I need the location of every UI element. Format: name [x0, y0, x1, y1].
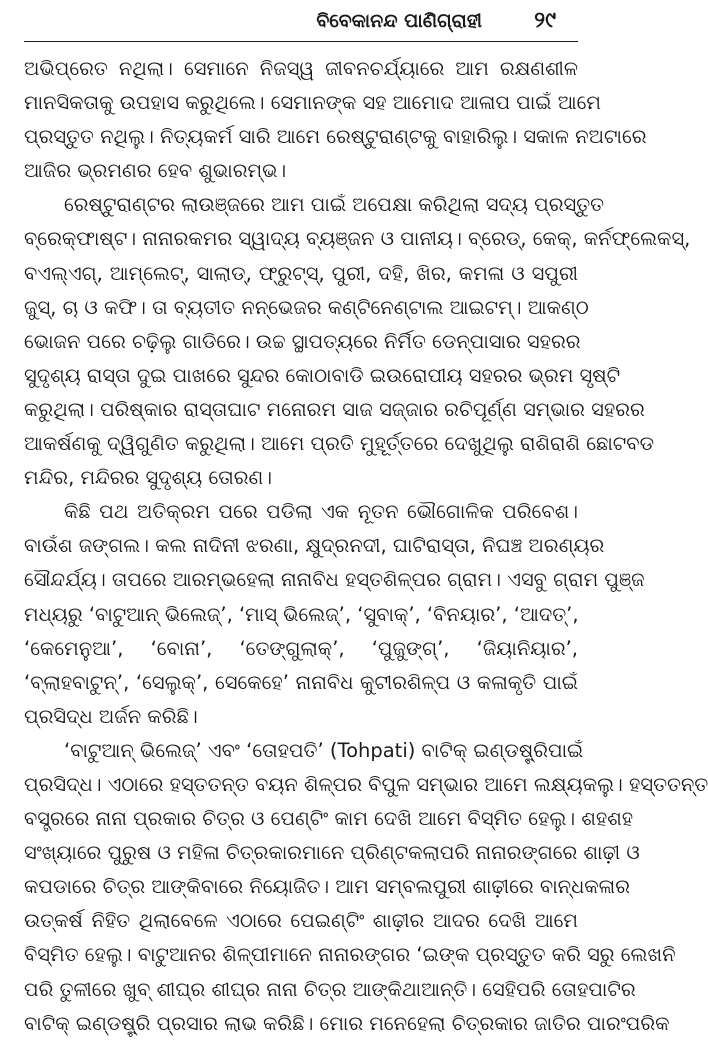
text-line: ପ୍ରସ୍ତୁତ ନଥିଲୁ। ନିତ୍ୟକର୍ମ ସାରି ଆମେ ରେଷ୍ଟୁରାଣ୍ଟକୁ ବାହାରିଲୁ। ସକାଳ ନଅଟାରେ — [24, 125, 647, 149]
text-line: ସୌନ୍ଦର୍ଯ୍ୟ। ତାପରେ ଆରମ୍ଭହେଲା ନାନାବିଧ ହସ୍ତଶିଳ୍ପର ଗ୍ରାମ। ଏସବୁ ଗ୍ରାମ ପୁଞ୍ଜ — [24, 568, 645, 592]
text-line: ‘ବ୍ଲାହବାଟୁନ୍’, ‘ସେଲୁକ୍’, ସେକେହେ’ ନାନାବିଧ କୁଟୀରଶିଳ୍ପ ଓ କଳାକୃତି ପାଇଁ — [24, 670, 578, 694]
text-line: ସୁଦୃଶ୍ୟ ରାସ୍ତା ଦୁଇ ପାଖରେ ସୁନ୍ଦର କୋଠାବାଡି ଇଉରୋପୀୟ ସହରର ଭ୍ରମ ସୃଷ୍ଟି — [24, 363, 621, 387]
paragraph — [24, 734, 708, 1041]
running-header — [24, 4, 578, 42]
paragraph — [24, 188, 691, 495]
text-line: ବସ୍ତ୍ରରେ ନାନା ପ୍ରକାର ଚିତ୍ର ଓ ପେଣ୍ଟିଂ କାମ ଦେଖି ଆମେ ବିସ୍ମିତ ହେଲୁ। ଶହଶହ — [24, 807, 634, 831]
text-line: ମାନସିକତାକୁ ଉପହାସ କରୁଥିଲେ। ସେମାନଙ୍କ ସହ ଆମୋଦ ଆଳାପ ପାଇଁ ଆମେ — [24, 91, 601, 115]
text-line: କିଛି ପଥ ଅତିକ୍ରମ ପରେ ପଡିଲା ଏକ ନୂତନ ଭୌଗୋଳିକ ପରିବେଶ। — [64, 500, 578, 524]
page-number: ୨୯ — [534, 8, 556, 33]
body-text — [24, 52, 708, 1041]
text-line: କପଡାରେ ଚିତ୍ର ଆଙ୍କିବାରେ ନିୟୋଜିତ। ଆମ ସମ୍ବଲପୁରୀ ଶାଢ଼ୀରେ ବାନ୍ଧକଳାର — [24, 875, 631, 899]
text-line: ‘କେମେନୁଆ’, ‘ବୋନା’, ‘ତେଙ୍ଗୁଲାକ୍’, ‘ପୁଜୁଙ୍ଗ୍’, ‘ଜିୟାନିୟାର’, — [24, 636, 578, 660]
text-line: ଆଜିର ଭ୍ରମଣର ହେବ ଶୁଭାରମ୍ଭ। — [24, 159, 287, 183]
text-line: ଆକର୍ଷଣକୁ ଦ୍ୱିଗୁଣିତ କରୁଥିଲା। ଆମେ ପ୍ରତି ମୁହୂର୍ତ୍ତରେ ଦେଖୁଥିଲୁ ରାଶିରାଶି ଛୋଟବଡ — [24, 432, 655, 456]
text-line: ମନ୍ଦିର, ମନ୍ଦିରର ସୁଦୃଶ୍ୟ ତୋରଣ। — [24, 466, 273, 490]
header-rule — [24, 41, 578, 42]
text-line: ଭୋଜନ ପରେ ଚଢ଼ିଲୁ ଗାଡିରେ। ଉଚ୍ଚ ସ୍ଥାପତ୍ୟରେ ନିର୍ମିତ ଡେନ୍‌ପାସାର ସହରର — [24, 329, 581, 353]
text-line: ପ୍ରସିଦ୍ଧ ଅର୍ଜନ କରିଛି। — [24, 704, 198, 728]
text-line: ବ୍ରେକ୍‌ଫାଷ୍ଟ। ନାନାରକମର ସ୍ୱାଦ୍ୟ ବ୍ୟଞ୍ଜନ ଓ ପାନୀୟ। ବ୍ରେଡ୍‌, କେକ୍‌, କର୍ନଫ୍ଲେକସ୍‌, — [24, 227, 691, 251]
text-line: ପରି ତୁଳୀରେ ଖୁବ୍ ଶୀଘ୍ର ଶୀଘ୍ର ନାନା ଚିତ୍ର ଆଙ୍କିଥାଆନ୍ତି। ସେହିପରି ତୋହପାଟିର — [24, 977, 636, 1001]
text-line: ବାଉଁଶ ଜଙ୍ଗଲ। କଲ ନାଦିନୀ ଝରଣା, କ୍ଷୁଦ୍ରନଦୀ, ଘାଟିରାସ୍ତା, ନିଘଞ୍ଚ ଅରଣ୍ୟର — [24, 534, 605, 558]
text-line: ଅଭିପ୍ରେତ ନଥିଲା। ସେମାନେ ନିଜସ୍ୱ ଜୀବନଚର୍ଯ୍ୟାରେ ଆମ ରକ୍ଷଣଶୀଳ — [24, 57, 578, 80]
text-line: ବଏଲ୍‌ଏଗ୍‌, ଆମ୍‌ଲେଟ୍‌, ସାଲାଡ୍‌, ଫ୍ରୁଟ୍‌ସ୍‌, ପୁରୀ, ଦହି, ଖିର, କମଳା ଓ ସପୁରୀ — [24, 261, 578, 285]
text-line: ମଧ୍ୟରୁ ‘ବାଟୁଆନ୍ ଭିଲେଜ୍’, ‘ମାସ୍ ଭିଲେଜ୍’, ‘ସୁବାକ୍’, ‘ବିନୟାର’, ‘ଆଦତ୍’, — [24, 602, 579, 626]
text-line: ପ୍ରସିଦ୍ଧ। ଏଠାରେ ହସ୍ତତନ୍ତ ବୟନ ଶିଳ୍ପର ବିପୁଳ ସମ୍ଭାର ଆମେ ଲକ୍ଷ୍ୟକଲୁ। ହସ୍ତତନ୍ତ — [24, 772, 708, 796]
text-line: ‘ବାଟୁଆନ୍ ଭିଲେଜ୍’ ଏବଂ ‘ତୋହପତି’ (Tohpati) ବାଟିକ୍ ଇଣ୍ଡଷ୍ଟ୍ରିପାଇଁ — [64, 738, 584, 762]
paragraph — [24, 52, 647, 188]
text-line: କରୁଥିଲା। ପରିଷ୍କାର ରାସ୍ତାଘାଟ ମନୋରମ ସାଜ ସଜ୍ଜାର ରଚିପୂର୍ଣ୍ଣ ସମ୍ଭାର ସହରର — [24, 397, 645, 421]
text-line: ଜୁସ୍‌, ଚା ଓ କଫି। ତା ବ୍ୟତୀତ ନନ୍‌ଭେଜର କଣ୍ଟିନେଣ୍ଟାଲ ଆଇଟମ୍‌। ଆକଣ୍ଠ — [24, 295, 589, 319]
header-author-title: ବିବେକାନନ୍ଦ ପାଣିଗ୍ରାହୀ — [316, 10, 482, 32]
paragraph — [24, 495, 645, 734]
text-line: ବାଟିକ୍ ଇଣ୍ଡଷ୍ଟ୍ରି ପ୍ରସାର ଲାଭ କରିଛି। ମୋର ମନେହେଲା ଚିତ୍ରକାର ଜାତିର ପାରଂପରିକ — [24, 1011, 670, 1035]
text-line: ଉତ୍କର୍ଷ ନିହିତ ଥିଲାବେଳେ ଏଠାରେ ପେଇଣ୍ଟିଂ ଶାଢ଼ୀର ଆଦର ଦେଖି ଆମେ — [24, 909, 578, 933]
text-line: ସଂଖ୍ୟାରେ ପୁରୁଷ ଓ ମହିଳା ଚିତ୍ରକାରମାନେ ପ୍ରିଣ୍ଟକଲାପରି ନାନାରଙ୍ଗରେ ଶାଢ଼ୀ ଓ — [24, 841, 640, 865]
text-line: ବିସ୍ମିତ ହେଲୁ। ବାଟୁଆନର ଶିଳ୍ପୀମାନେ ନାନାରଙ୍ଗର ‘ଇଙ୍କ ପ୍ରସ୍ତୁତ କରି ସରୁ ଲେଖନି — [24, 943, 676, 967]
text-line: ରେଷ୍ଟୁରାଣ୍ଟର ଲାଉଞ୍ଜରେ ଆମ ପାଇଁ ଅପେକ୍ଷା କରିଥିଲା ସଦ୍ୟ ପ୍ରସ୍ତୁତ — [64, 193, 604, 217]
